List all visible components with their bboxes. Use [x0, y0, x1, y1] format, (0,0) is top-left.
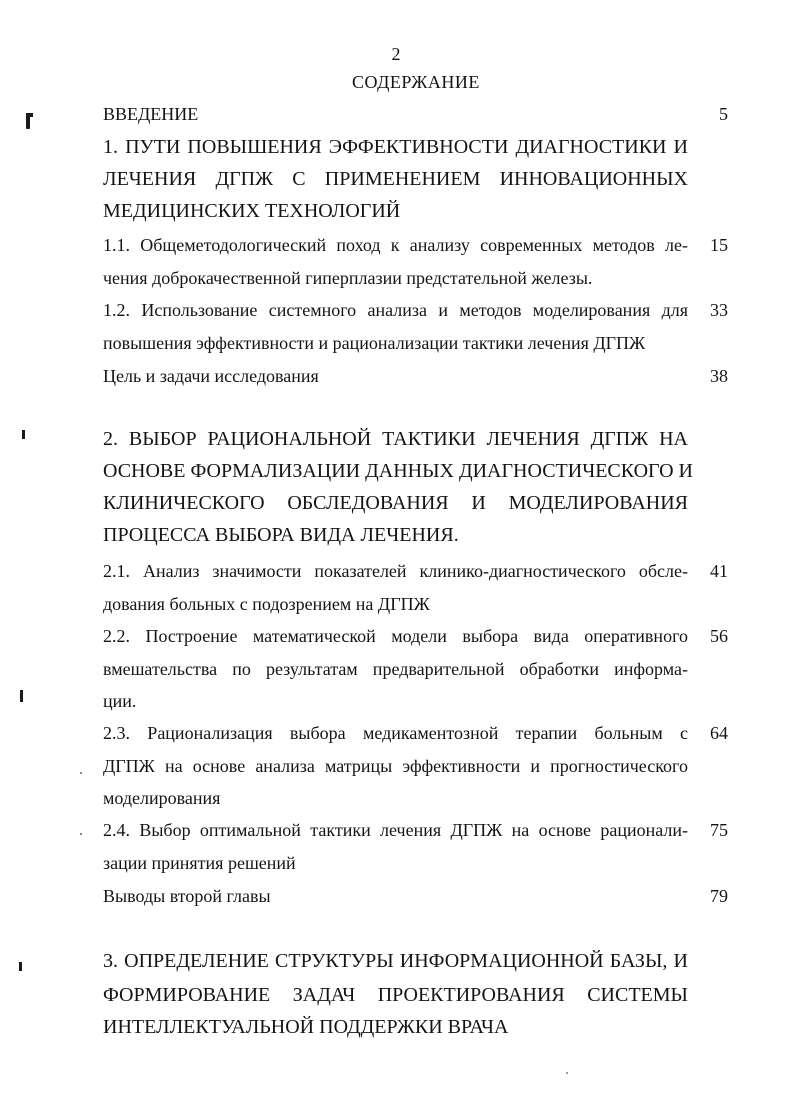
- toc-entry-text-line: повышения эффективности и рационализации тактики лечения ДГПЖ: [103, 333, 646, 353]
- toc-page-number: 75: [710, 820, 728, 840]
- scan-artifact-dot: [566, 1072, 568, 1074]
- toc-entry-text-line: 2.1. Анализ значимости показателей клинико-диагностического обсле-: [103, 561, 688, 581]
- scan-artifact-dot: [80, 772, 82, 774]
- toc-entry-text-line: дования больных с подозрением на ДГПЖ: [103, 594, 430, 614]
- toc-page-number: 41: [710, 561, 728, 581]
- scan-artifact-dot: [80, 833, 82, 835]
- scan-artifact-mark: [19, 962, 22, 971]
- toc-page-number: 38: [710, 366, 728, 386]
- toc-page-number: 64: [710, 723, 728, 743]
- chapter-heading-line: ИНТЕЛЛЕКТУАЛЬНОЙ ПОДДЕРЖКИ ВРАЧА: [103, 1016, 509, 1038]
- toc-entry-text-line: 1.2. Использование системного анализа и методов моделирования для: [103, 300, 688, 320]
- scan-artifact-mark: [20, 690, 23, 702]
- toc-entry-text-line: чения доброкачественной гиперплазии предстательной железы.: [103, 268, 593, 288]
- toc-page-number: 56: [710, 626, 728, 646]
- toc-page-number: 5: [719, 104, 728, 124]
- toc-entry-text-line: 1.1. Общеметодологический поход к анализу современных методов ле-: [103, 235, 688, 255]
- toc-entry-text-line: вмешательства по результатам предварительной обработки информа-: [103, 659, 688, 679]
- toc-entry-label: ВВЕДЕНИЕ: [103, 104, 199, 124]
- toc-page-number: 79: [710, 886, 728, 906]
- chapter-heading-line: ОСНОВЕ ФОРМАЛИЗАЦИИ ДАННЫХ ДИАГНОСТИЧЕСКОГО И: [103, 460, 693, 482]
- scan-artifact-mark: [22, 430, 25, 439]
- toc-entry-text-line: 2.2. Построение математической модели выбора вида оперативного: [103, 626, 688, 646]
- toc-title: СОДЕРЖАНИЕ: [352, 72, 480, 92]
- scan-artifact-mark: [26, 113, 33, 117]
- chapter-heading-line: ПРОЦЕССА ВЫБОРА ВИДА ЛЕЧЕНИЯ.: [103, 524, 459, 546]
- page-number: 2: [391, 44, 401, 64]
- toc-entry-label: Цель и задачи исследования: [103, 366, 319, 386]
- chapter-heading-line: 1. ПУТИ ПОВЫШЕНИЯ ЭФФЕКТИВНОСТИ ДИАГНОСТИКИ И: [103, 136, 688, 158]
- chapter-heading-line: ЛЕЧЕНИЯ ДГПЖ С ПРИМЕНЕНИЕМ ИННОВАЦИОННЫХ: [103, 168, 688, 190]
- chapter-heading-line: 2. ВЫБОР РАЦИОНАЛЬНОЙ ТАКТИКИ ЛЕЧЕНИЯ ДГПЖ НА: [103, 428, 688, 450]
- toc-entry-text-line: моделирования: [103, 788, 221, 808]
- toc-entry-text-line: 2.3. Рационализация выбора медикаментозной терапии больным с: [103, 723, 688, 743]
- chapter-heading-line: 3. ОПРЕДЕЛЕНИЕ СТРУКТУРЫ ИНФОРМАЦИОННОЙ БАЗЫ, И: [103, 950, 688, 972]
- scan-artifact-mark: [26, 115, 30, 129]
- toc-page-number: 33: [710, 300, 728, 320]
- toc-page-number: 15: [710, 235, 728, 255]
- toc-entry-text-line: зации принятия решений: [103, 853, 296, 873]
- chapter-heading-line: КЛИНИЧЕСКОГО ОБСЛЕДОВАНИЯ И МОДЕЛИРОВАНИЯ: [103, 492, 688, 514]
- chapter-heading-line: МЕДИЦИНСКИХ ТЕХНОЛОГИЙ: [103, 200, 401, 222]
- toc-entry-text-line: ДГПЖ на основе анализа матрицы эффективности и прогностического: [103, 756, 688, 776]
- chapter-heading-line: ФОРМИРОВАНИЕ ЗАДАЧ ПРОЕКТИРОВАНИЯ СИСТЕМЫ: [103, 984, 688, 1006]
- toc-entry-text-line: ции.: [103, 691, 137, 711]
- toc-entry-label: Выводы второй главы: [103, 886, 271, 906]
- toc-entry-text-line: 2.4. Выбор оптимальной тактики лечения ДГПЖ на основе рационали-: [103, 820, 688, 840]
